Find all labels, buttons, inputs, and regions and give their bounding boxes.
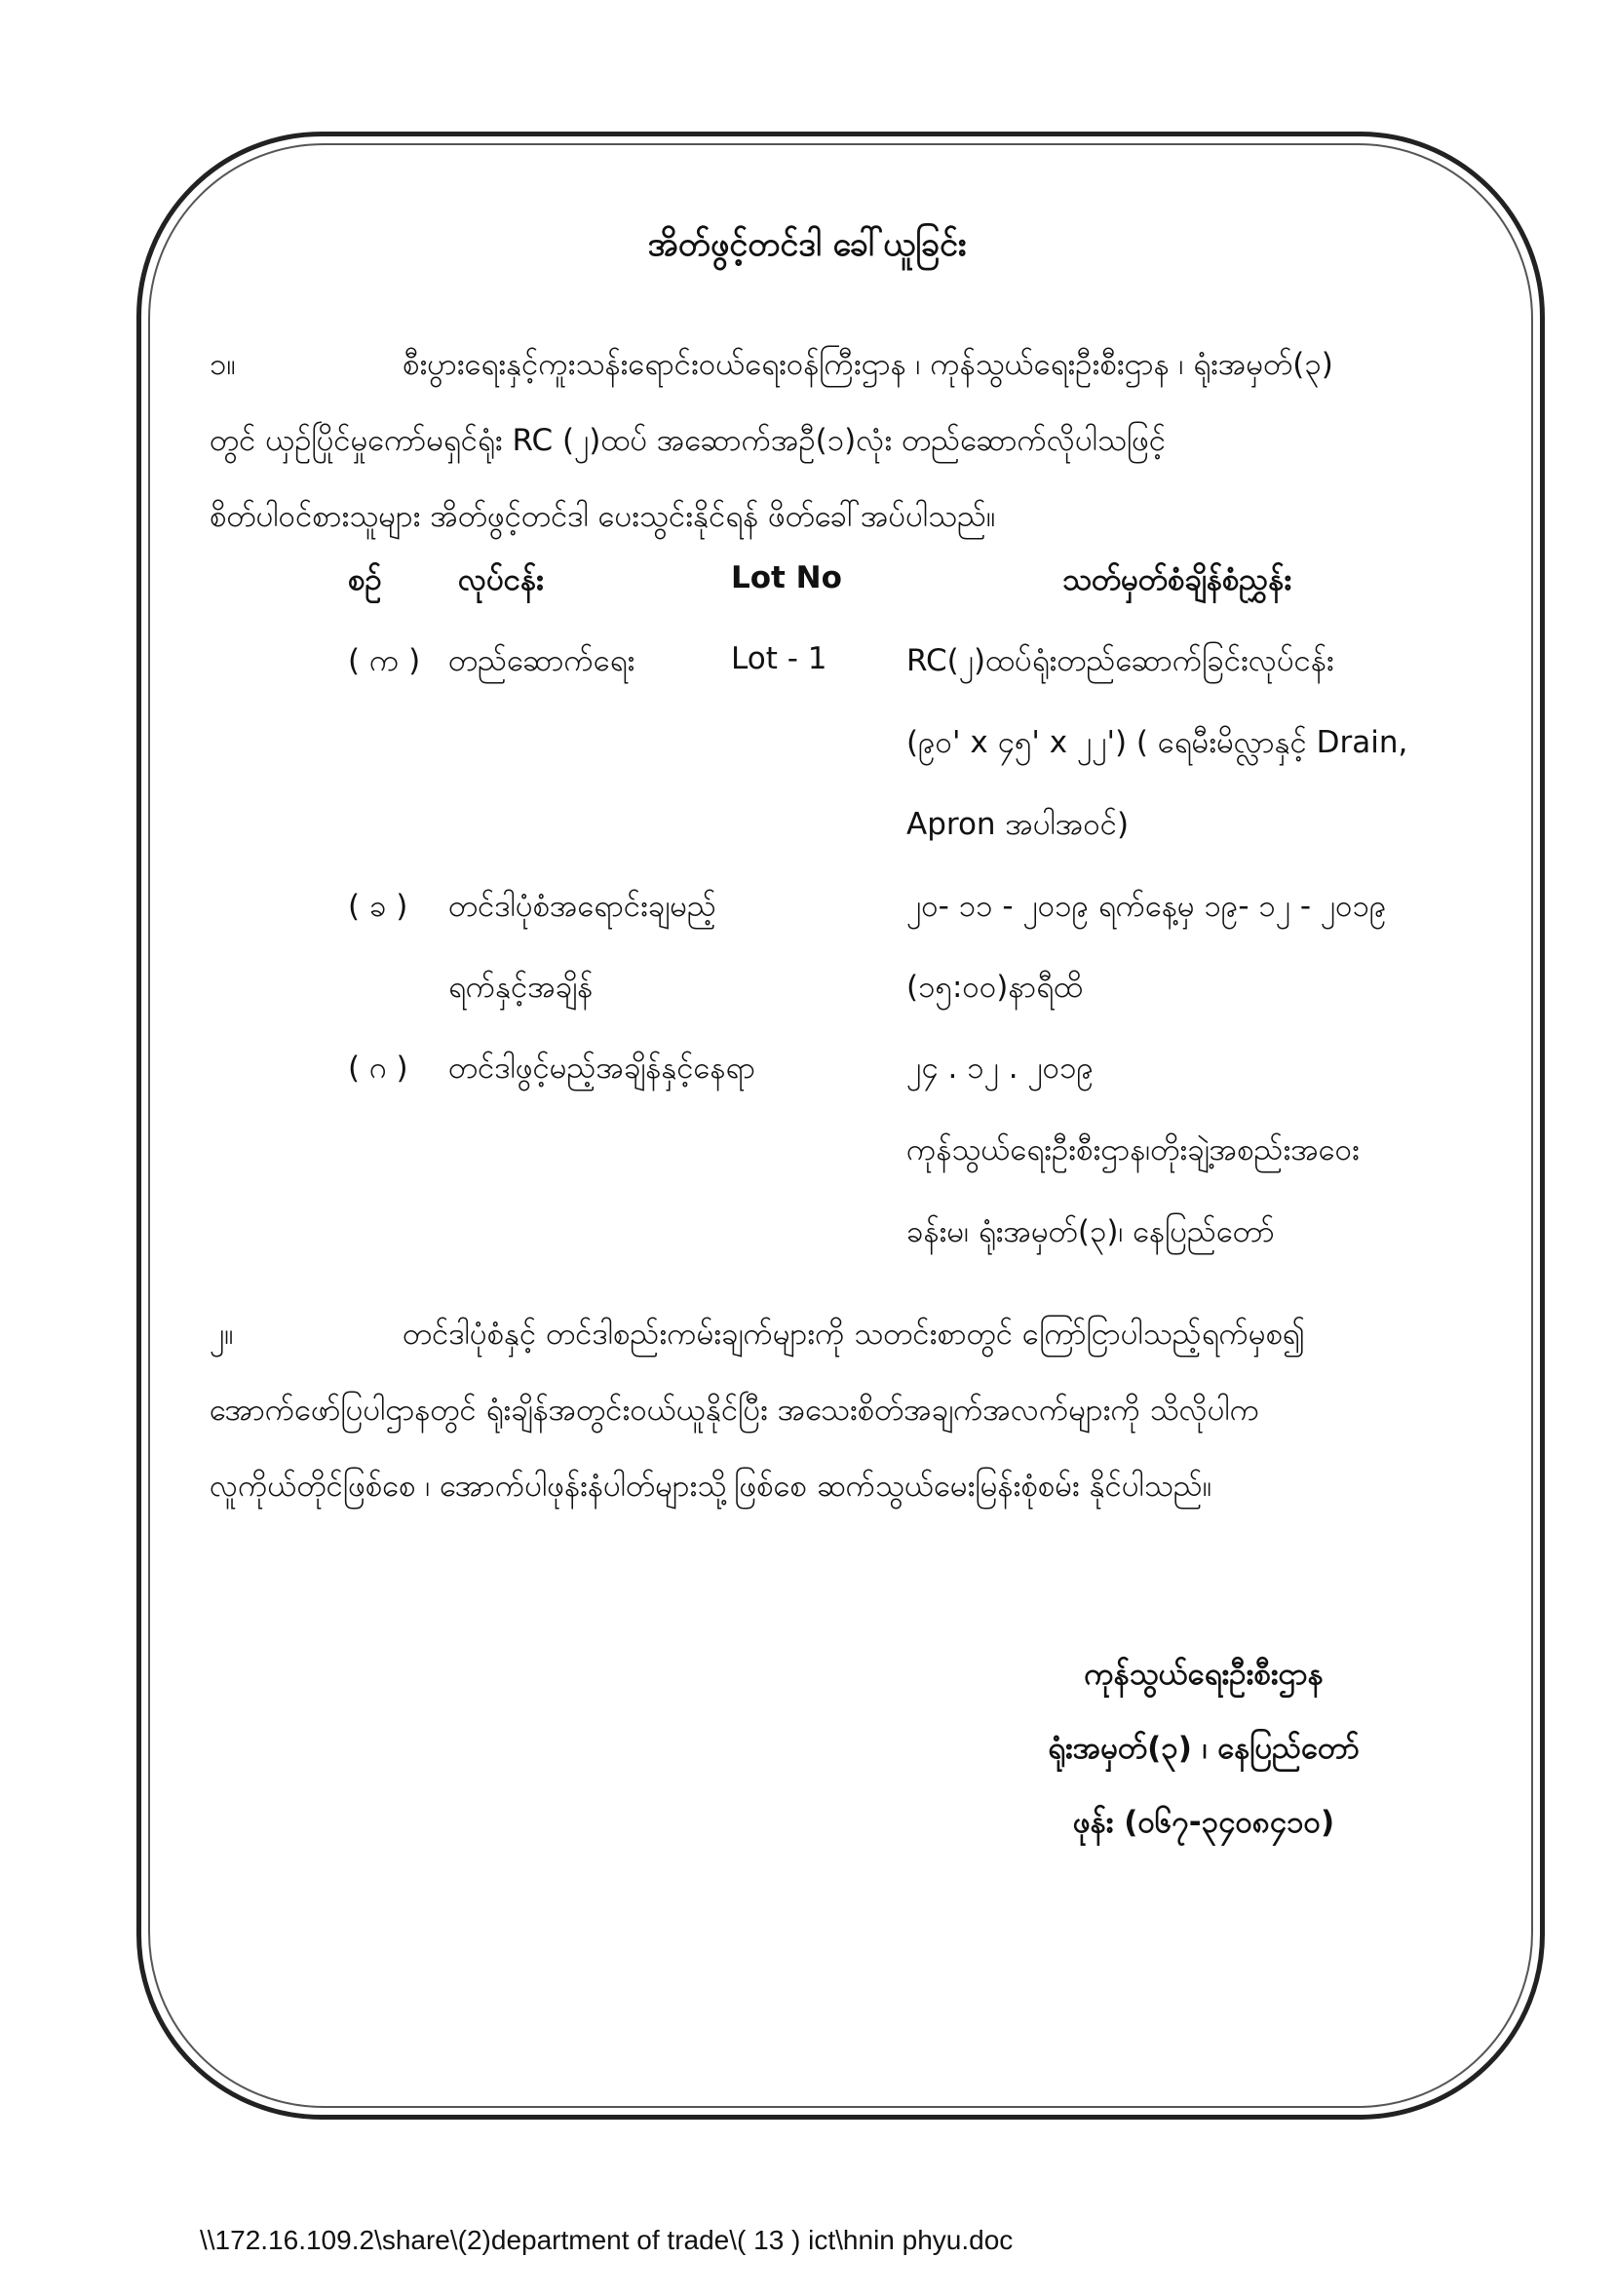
paragraph-2-number: ၂။: [210, 1317, 234, 1352]
signature-department: ကုန်သွယ်ရေးဦးစီးဌာန: [1084, 1657, 1324, 1692]
table-row-3-work: တင်ဒါဖွင့်မည့်အချိန်နှင့်နေရာ: [448, 1051, 755, 1086]
table-row-1-seq: ( က ): [348, 643, 421, 678]
footer-file-path: \\172.16.109.2\share\(2)department of trade\( 13 ) ict\hnin phyu.doc: [200, 2225, 1014, 2255]
table-row-2-work-line-1: တင်ဒါပုံစံအရောင်းချမည့်: [448, 889, 716, 924]
table-header-spec: သတ်မှတ်စံချိန်စံညွှန်း: [1062, 562, 1292, 597]
document-title: အိတ်ဖွင့်တင်ဒါ ခေါ်ယူခြင်း: [647, 225, 967, 264]
table-row-2-spec-line-2: (၁၅:၀၀)နာရီထိ: [906, 970, 1083, 1005]
signature-office: ရုံးအမှတ်(၃) ၊ နေပြည်တော်: [1048, 1731, 1360, 1766]
table-row-1-lot: Lot - 1: [731, 641, 827, 676]
table-header-work: လုပ်ငန်း: [458, 562, 544, 597]
paragraph-1-line-3: စိတ်ပါဝင်စားသူများ အိတ်ဖွင့်တင်ဒါ ပေးသွင်းနိုင်ရန် ဖိတ်ခေါ်အပ်ပါသည်။: [210, 499, 996, 534]
signature-block: [975, 1637, 1433, 1859]
table-row-1-spec-line-1: RC(၂)ထပ်ရုံးတည်ဆောက်ခြင်းလုပ်ငန်း: [906, 643, 1334, 678]
paragraph-2: [210, 1296, 1442, 1524]
paragraph-2-line-1: [210, 1296, 1442, 1372]
paragraph-1-line-1: [210, 326, 1442, 402]
table-row-3-seq: ( ဂ ): [348, 1051, 408, 1086]
table-row-3-spec-line-3: ခန်းမ၊ ရုံးအမှတ်(၃)၊ နေပြည်တော်: [906, 1214, 1275, 1249]
table-header-lot: Lot No: [731, 560, 842, 595]
table-header-seq: စဉ်: [348, 562, 382, 597]
paragraph-1-line-1-text: စီးပွားရေးနှင့်ကူးသန်းရောင်းဝယ်ရေးဝန်ကြီးဌာန ၊ ကုန်သွယ်ရေးဦးစီးဌာန ၊ ရုံးအမှတ်(၃): [403, 347, 1333, 382]
signature-phone: ဖုန်း (၀၆၇-၃၄၀၈၄၁၀): [1072, 1805, 1335, 1840]
table-row-3-spec-line-1: ၂၄ . ၁၂ . ၂၀၁၉: [906, 1051, 1094, 1086]
table-row-3-spec-line-2: ကုန်သွယ်ရေးဦးစီးဌာန၊တိုးချဲ့အစည်းအဝေး: [906, 1132, 1360, 1167]
paragraph-1-line-2: တွင် ယှဉ်ပြိုင်မှုကော်မရှင်ရုံး RC (၂)ထပ် အဆောက်အဦ(၁)လုံး တည်ဆောက်လိုပါသဖြင့်: [210, 423, 1167, 458]
paragraph-2-line-3: လူကိုယ်တိုင်ဖြစ်စေ ၊ အောက်ပါဖုန်းနံပါတ်များသို့ဖြစ်စေ ဆက်သွယ်မေးမြန်းစုံစမ်း နိုင်ပါသည်။: [210, 1469, 1212, 1504]
table-row-2-work-line-2: ရက်နှင့်အချိန်: [448, 970, 594, 1005]
table-row-1-work: တည်ဆောက်ရေး: [448, 643, 635, 678]
paragraph-2-line-2: အောက်ဖော်ပြပါဌာနတွင် ရုံးချိန်အတွင်းဝယ်ယူနိုင်ပြီး အသေးစိတ်အချက်အလက်များကို သိလိုပါက: [210, 1393, 1260, 1428]
table-row-2-seq: ( ခ ): [348, 889, 408, 924]
paragraph-2-line-1-text: တင်ဒါပုံစံနှင့် တင်ဒါစည်းကမ်းချက်များကို သတင်းစာတွင် ကြော်ငြာပါသည့်ရက်မှစ၍: [403, 1317, 1306, 1352]
paragraph-1: [210, 326, 1442, 555]
table-row-2-spec-line-1: ၂၀- ၁၁ - ၂၀၁၉ ရက်နေ့မှ ၁၉- ၁၂ - ၂၀၁၉: [906, 889, 1387, 924]
table-row-1-spec-line-2: (၉၀' x ၄၅' x ၂၂') ( ရေမီးမိလ္လာနှင့် Drain,: [906, 725, 1408, 760]
table-row-1-spec-line-3: Apron အပါအဝင်): [906, 807, 1130, 842]
paragraph-1-number: ၁။: [210, 347, 236, 382]
